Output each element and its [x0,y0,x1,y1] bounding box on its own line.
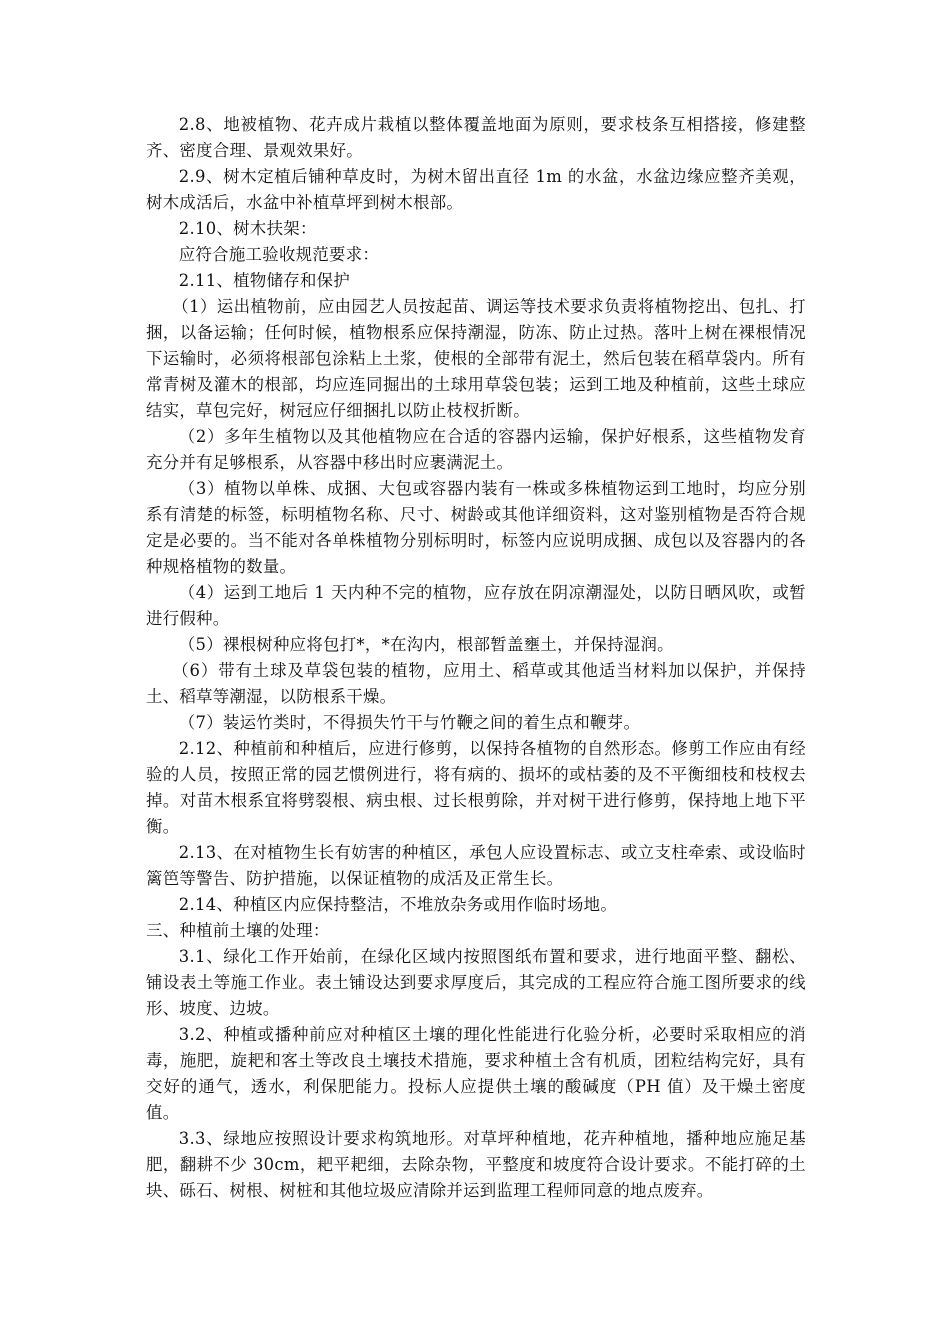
paragraph-2-11-item-4: （4）运到工地后 1 天内种不完的植物，应存放在阴凉潮湿处，以防日晒风吹，或暂进行假种。 [146,583,806,628]
paragraph-3-1: 3.1、绿化工作开始前，在绿化区域内按照图纸布置和要求，进行地面平整、翻松、铺设表土等施工作业。表土铺设达到要求厚度后，其完成的工程应符合施工图所要求的线形、坡度、边坡。 [146,947,806,1018]
paragraph-2-11-item-1: （1）运出植物前，应由园艺人员按起苗、调运等技术要求负责将植物挖出、包扎、打捆，以备运输；任何时候，植物根系应保持潮湿，防冻、防止过热。落叶上树在裸根情况下运输时，必须将根部包涂粘上土浆，使根的全部带有泥土，然后包装在稻草袋内。所有常青树及灌木的根部，均应连同掘出的土球用草袋包装；运到工地及种植前，这些土球应结实，草包完好，树冠应仔细捆扎以防止枝杈折断。 [146,297,806,420]
paragraph-2-14: 2.14、种植区内应保持整洁，不堆放杂务或用作临时场地。 [178,895,618,914]
paragraph-3-2: 3.2、种植或播种前应对种植区土壤的理化性能进行化验分析，必要时采取相应的消毒，施肥，旋耙和客土等改良土壤技术措施，要求种植土含有机质，团粒结构完好，具有交好的通气，透水，利保肥能力。投标人应提供土壤的酸碱度（PH 值）及干燥土密度值。 [146,1025,806,1122]
paragraph-2-13: 2.13、在对植物生长有妨害的种植区，承包人应设置标志、或立支柱牵索、或设临时篱笆等警告、防护措施，以保证植物的成活及正常生长。 [146,843,806,888]
paragraph-2-9: 2.9、树木定植后铺种草皮时，为树木留出直径 1m 的水盆，水盆边缘应整齐美观，树木成活后，水盆中补植草坪到树木根部。 [146,167,806,212]
paragraph-2-11-item-2: （2）多年生植物以及其他植物应在合适的容器内运输，保护好根系，这些植物发育充分并有足够根系，从容器中移出时应裹满泥土。 [146,427,806,472]
paragraph-2-10-body: 应符合施工验收规范要求： [178,245,380,264]
paragraph-2-11-heading: 2.11、植物储存和保护 [178,271,351,290]
paragraph-3-3: 3.3、绿地应按照设计要求构筑地形。对草坪种植地，花卉种植地，播种地应施足基肥，翻耕不少 30cm，耙平耙细，去除杂物，平整度和坡度符合设计要求。不能打碎的土块、砾石、树根、树桩和其他垃圾应清除并运到监理工程师同意的地点废弃。 [146,1129,806,1200]
paragraph-2-12: 2.12、种植前和种植后，应进行修剪，以保持各植物的自然形态。修剪工作应由有经验的人员，按照正常的园艺惯例进行，将有病的、损坏的或枯萎的及不平衡细枝和枝杈去掉。对苗木根系宜将劈裂根、病虫根、过长根剪除，并对树干进行修剪，保持地上地下平衡。 [146,739,806,836]
document-body [146,112,806,1204]
paragraph-2-10-heading: 2.10、树木扶架： [178,219,317,238]
paragraph-2-11-item-7: （7）装运竹类时，不得损失竹干与竹鞭之间的着生点和鞭芽。 [178,713,641,732]
section-3-heading: 三、种植前土壤的处理： [146,921,330,940]
paragraph-2-11-item-5: （5）裸根树种应将包打*，*在沟内，根部暂盖壅土，并保持湿润。 [178,635,674,654]
paragraph-2-11-item-3: （3）植物以单株、成捆、大包或容器内装有一株或多株植物运到工地时，均应分别系有清楚的标签，标明植物名称、尺寸、树龄或其他详细资料，这对鉴别植物是否符合规定是必要的。当不能对各单株植物分别标明时，标签内应说明成捆、成包以及容器内的各种规格植物的数量。 [146,479,806,576]
paragraph-2-11-item-6: （6）带有土球及草袋包装的植物，应用土、稻草或其他适当材料加以保护，并保持土、稻草等潮湿，以防根系干燥。 [146,661,806,706]
paragraph-2-8: 2.8、地被植物、花卉成片栽植以整体覆盖地面为原则，要求枝条互相搭接，修建整齐、密度合理、景观效果好。 [146,115,806,160]
